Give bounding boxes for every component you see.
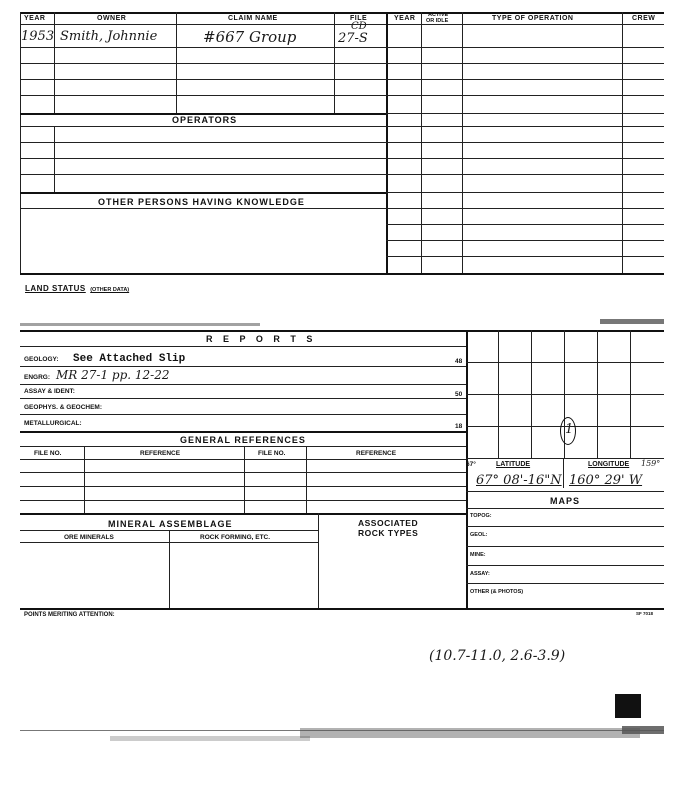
gr-col-rule-3 bbox=[306, 446, 307, 513]
maps-geol: GEOL: bbox=[470, 532, 488, 538]
maps-row-4 bbox=[466, 583, 664, 584]
right-row-10 bbox=[386, 192, 664, 193]
gr-col-file-no-2: FILE NO. bbox=[258, 450, 286, 457]
metallurgical-label: METALLURGICAL: bbox=[24, 420, 82, 427]
associated-divider bbox=[318, 513, 319, 610]
grid-row-1 bbox=[466, 362, 664, 363]
scan-smudge-right bbox=[600, 319, 664, 324]
reports-title: R E P O R T S bbox=[206, 334, 317, 344]
right-row-8 bbox=[386, 158, 664, 159]
header-bottom-rule bbox=[20, 24, 664, 25]
gr-col-file-no: FILE NO. bbox=[34, 450, 62, 457]
latitude-value: 67° 08'-16"N bbox=[476, 473, 562, 488]
header-or-idle: OR IDLE bbox=[426, 18, 449, 24]
scan-smudge-left bbox=[20, 323, 260, 326]
maps-topog: TOPOG: bbox=[470, 513, 492, 519]
gr-row-2 bbox=[20, 486, 466, 487]
maps-row-1 bbox=[466, 526, 664, 527]
right-row-12 bbox=[386, 224, 664, 225]
geology-label: GEOLOGY: bbox=[24, 356, 59, 363]
latlong-bottom-rule bbox=[466, 491, 664, 492]
reports-row-5 bbox=[20, 431, 466, 433]
associated-line-1: ASSOCIATED bbox=[358, 518, 419, 528]
right-row-6 bbox=[386, 126, 664, 127]
assay-label: ASSAY & IDENT: bbox=[24, 388, 75, 395]
header-crew: CREW bbox=[632, 15, 656, 22]
reports-right-divider bbox=[466, 330, 468, 610]
grid-row-2 bbox=[466, 394, 664, 395]
operators-row-3 bbox=[20, 174, 386, 175]
entry-file-top: CD bbox=[351, 21, 367, 32]
header-claim-name: CLAIM NAME bbox=[228, 15, 278, 22]
land-status-label: LAND STATUS bbox=[25, 284, 86, 293]
land-status-sub: (OTHER DATA) bbox=[90, 287, 130, 293]
maps-assay: ASSAY: bbox=[470, 571, 490, 577]
points-meriting-attention: POINTS MERITING ATTENTION: bbox=[24, 612, 115, 618]
col-year2-rule bbox=[421, 12, 422, 274]
maps-row-2 bbox=[466, 546, 664, 547]
header-active: ACTIVE bbox=[428, 12, 449, 18]
entry-year: 1953 bbox=[21, 29, 55, 44]
center-divider bbox=[386, 12, 388, 274]
right-row-13 bbox=[386, 240, 664, 241]
handwritten-note: (10.7-11.0, 2.6-3.9) bbox=[429, 648, 566, 664]
form-code: SF 7018 bbox=[636, 611, 654, 616]
reports-row-1 bbox=[20, 366, 466, 367]
latitude-label: LATITUDE bbox=[496, 461, 531, 468]
gr-col-reference-2: REFERENCE bbox=[356, 450, 397, 457]
operators-title: OPERATORS bbox=[172, 115, 238, 125]
col-type-rule bbox=[622, 12, 623, 274]
header-file: FILE bbox=[350, 15, 368, 22]
reports-row-4 bbox=[20, 414, 466, 415]
ore-minerals-label: ORE MINERALS bbox=[64, 534, 114, 541]
reports-row-2 bbox=[20, 384, 466, 385]
gr-row-3 bbox=[20, 500, 466, 501]
gr-col-reference: REFERENCE bbox=[140, 450, 181, 457]
rock-forming-label: ROCK FORMING, ETC. bbox=[200, 534, 271, 541]
operators-col-rule bbox=[54, 126, 55, 192]
engrg-label: ENGRG: bbox=[24, 374, 50, 381]
maps-title: MAPS bbox=[550, 496, 581, 506]
header-owner: OWNER bbox=[97, 15, 127, 22]
maps-rule bbox=[466, 508, 664, 509]
reports-bottom-border bbox=[20, 608, 664, 610]
right-row-1 bbox=[386, 47, 664, 48]
geology-num: 48 bbox=[455, 358, 463, 365]
entry-file: 27-S bbox=[338, 31, 368, 46]
mineral-col-rule bbox=[169, 530, 170, 610]
gr-end bbox=[20, 513, 466, 515]
geophys-label: GEOPHYS. & GEOCHEM: bbox=[24, 404, 103, 411]
owner-row-4 bbox=[20, 95, 386, 96]
operators-row-1 bbox=[20, 142, 386, 143]
header-year: YEAR bbox=[24, 15, 46, 22]
owner-row-3 bbox=[20, 79, 386, 80]
maps-other: OTHER (& PHOTOS) bbox=[470, 589, 524, 595]
scan-noise-band-2 bbox=[110, 736, 310, 741]
longitude-note: 159° bbox=[641, 459, 661, 468]
right-row-14 bbox=[386, 256, 664, 257]
gr-header-rule bbox=[20, 459, 466, 460]
scan-noise-band bbox=[300, 728, 640, 738]
land-status bbox=[25, 278, 129, 296]
maps-row-3 bbox=[466, 565, 664, 566]
left-border bbox=[20, 12, 21, 274]
general-references-title: GENERAL REFERENCES bbox=[180, 435, 306, 445]
circled-number: 1 bbox=[565, 422, 574, 437]
operators-header-rule bbox=[20, 126, 386, 127]
right-row-9 bbox=[386, 174, 664, 175]
operators-row-2 bbox=[20, 158, 386, 159]
left-tick-mark: 67° bbox=[466, 461, 476, 468]
assay-num: 50 bbox=[455, 391, 463, 398]
maps-mine: MINE: bbox=[470, 552, 486, 558]
general-references-rule bbox=[20, 446, 466, 447]
right-row-4 bbox=[386, 95, 664, 96]
right-row-7 bbox=[386, 142, 664, 143]
reports-row-3 bbox=[20, 398, 466, 399]
geology-value: See Attached Slip bbox=[73, 353, 186, 365]
top-table-bottom bbox=[20, 273, 664, 275]
latlong-divider bbox=[563, 458, 564, 488]
entry-claim-name: #667 Group bbox=[203, 28, 297, 46]
metallurgical-num: 18 bbox=[455, 423, 463, 430]
gr-col-rule-2 bbox=[244, 446, 245, 513]
gr-row-1 bbox=[20, 472, 466, 473]
top-border bbox=[20, 12, 664, 14]
right-row-5 bbox=[386, 113, 664, 114]
longitude-value: 160° 29' W bbox=[569, 473, 643, 488]
header-type-of-operation: TYPE OF OPERATION bbox=[492, 15, 574, 22]
header-year-2: YEAR bbox=[394, 15, 416, 22]
owner-row-2 bbox=[20, 63, 386, 64]
gr-col-rule-1 bbox=[84, 446, 85, 513]
reports-title-rule bbox=[20, 346, 466, 347]
associated-line-2: ROCK TYPES bbox=[358, 528, 419, 538]
scan-black-square bbox=[615, 694, 641, 718]
reports-top-border bbox=[20, 330, 664, 332]
entry-owner: Smith, Johnnie bbox=[60, 29, 158, 44]
engrg-value: MR 27-1 pp. 12-22 bbox=[56, 368, 170, 382]
right-row-2 bbox=[386, 63, 664, 64]
scan-noise-dark bbox=[622, 726, 664, 734]
other-persons-rule bbox=[20, 208, 386, 209]
col-active-rule bbox=[462, 12, 463, 274]
other-persons-title: OTHER PERSONS HAVING KNOWLEDGE bbox=[98, 197, 305, 207]
right-row-3 bbox=[386, 79, 664, 80]
mineral-assemblage-title: MINERAL ASSEMBLAGE bbox=[108, 519, 233, 529]
operators-end bbox=[20, 192, 386, 194]
right-row-11 bbox=[386, 208, 664, 209]
owner-row-1 bbox=[20, 47, 386, 48]
grid-row-4 bbox=[466, 458, 664, 459]
longitude-label: LONGITUDE bbox=[588, 461, 630, 468]
